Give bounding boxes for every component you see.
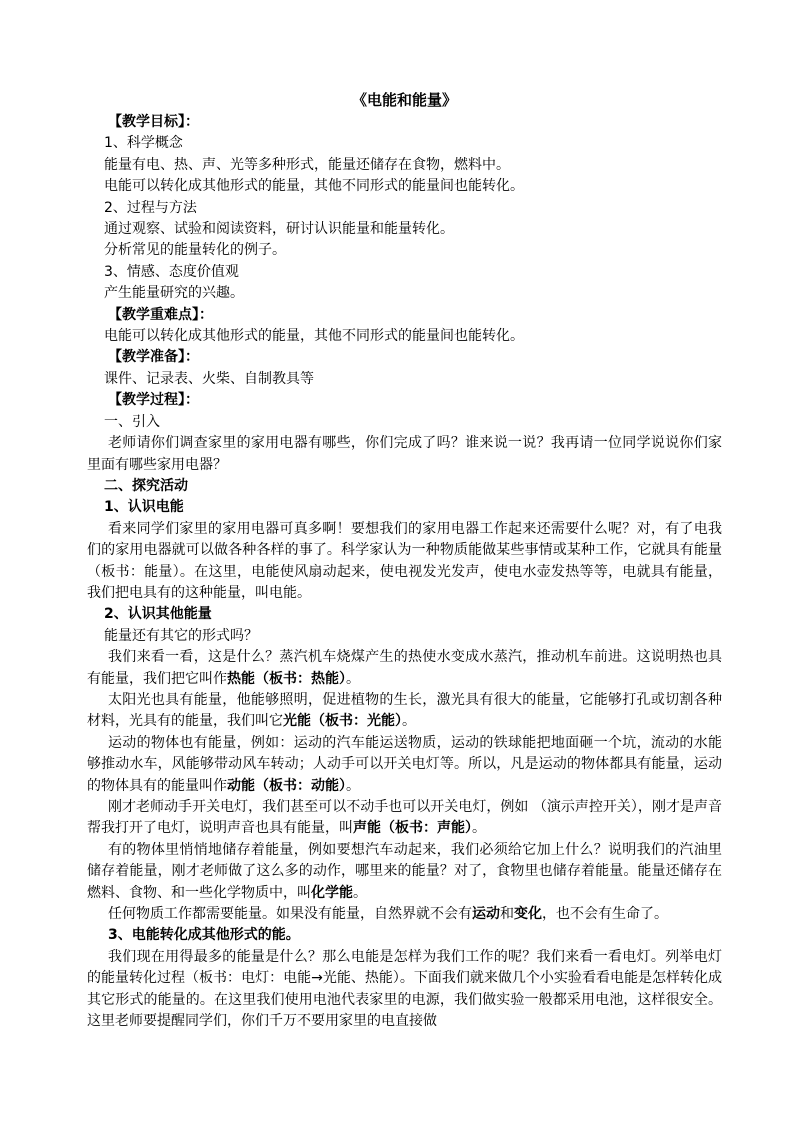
- goal-text: 通过观察、试验和阅读资料，研讨认识能量和能量转化。: [104, 221, 454, 238]
- goal-item: 3、情感、态度价值观: [104, 263, 239, 280]
- goal-text: 能量有电、热、声、光等多种形式，能量还储存在食物，燃料中。: [104, 156, 510, 173]
- subsection-energy-conversion: 3、电能转化成其他形式的能。: [108, 927, 300, 944]
- subsection-electric-energy: 1、认识电能: [104, 499, 184, 516]
- goal-text: 分析常见的能量转化的例子。: [104, 242, 286, 259]
- goal-text: 产生能量研究的兴趣。: [104, 285, 244, 302]
- document-body: [87, 90, 722, 1032]
- section-inquiry: 二、探究活动: [104, 477, 188, 494]
- heat-energy-paragraph: 我们来看一看，这是什么？蒸汽机车烧煤产生的热使水变成水蒸汽，推动机车前进。这说明热也具有能量，我们把它叫作热能（板书：热能）。: [87, 649, 722, 687]
- preparation-text: 课件、记录表、火柴、自制教具等: [104, 370, 314, 387]
- subsection-other-energy: 2、认识其他能量: [104, 606, 212, 623]
- section-intro: 一、引入: [104, 413, 160, 430]
- key-points-text: 电能可以转化成其他形式的能量，其他不同形式的能量间也能转化。: [104, 328, 524, 345]
- key-points-heading: 【教学重难点】：: [108, 306, 213, 323]
- electric-energy-paragraph: 看来同学们家里的家用电器可真多啊！要想我们的家用电器工作起来还需要什么呢？对，有了电我们的家用电器就可以做各种各样的事了。科学家认为一种物质能做某些事情或某种工作，它就具有能量（板书：能量）。在这里，电能使风扇动起来，使电视发光发声，使电水壶发热等等，电就具有能量，我们把电具有的这种能量，叫电能。: [87, 520, 722, 601]
- preparation-heading: 【教学准备】：: [108, 349, 199, 366]
- document-title: 《电能和能量》: [351, 91, 457, 109]
- teaching-goals-heading: 【教学目标】：: [108, 114, 199, 130]
- light-energy-paragraph: 太阳光也具有能量，他能够照明，促进植物的生长，激光具有很大的能量，它能够打孔或切割各种材料，光具有的能量，我们叫它光能（板书：光能）。: [87, 691, 722, 730]
- energy-conversion-paragraph: 我们现在用得最多的能量是什么？那么电能是怎样为我们工作的呢？我们来看一看电灯。列举电灯的能量转化过程（板书：电灯：电能→光能、热能）。下面我们就来做几个小实验看看电能是怎样转化成其它形式的能量的。在这里我们使用电池代表家里的电源，我们做实验一般都采用电池，这样很安全。这里老师要提醒同学们，你们千万不要用家里的电直接做: [87, 948, 722, 1030]
- sound-energy-paragraph: 刚才老师动手开关电灯，我们甚至可以不动手也可以开关电灯，例如 （演示声控开关），刚才是声音帮我打开了电灯，说明声音也具有能量，叫声能（板书：声能）。: [87, 799, 722, 837]
- intro-paragraph: 老师请你们调查家里的家用电器有哪些，你们完成了吗？谁来说一说？我再请一位同学说说你们家里面有哪些家用电器？: [87, 435, 722, 473]
- life-energy-paragraph: 任何物质工作都需要能量。如果没有能量，自然界就不会有运动和变化，也不会有生命了。: [108, 906, 668, 923]
- kinetic-energy-paragraph: 运动的物体也有能量，例如：运动的汽车能运送物质，运动的铁球能把地面砸一个坑，流动的水能够推动水车，风能够带动风车转动；人动手可以开关电灯等。所以，凡是运动的物体都具有能量，运动的物体具有的能量叫作动能（板书：动能）。: [87, 734, 722, 794]
- process-heading: 【教学过程】：: [108, 392, 199, 409]
- other-energy-question: 能量还有其它的形式吗？: [104, 627, 258, 644]
- goal-item: 1、科学概念: [104, 135, 183, 152]
- goal-text: 电能可以转化成其他形式的能量，其他不同形式的能量间也能转化。: [104, 178, 524, 195]
- goal-item: 2、过程与方法: [104, 199, 197, 216]
- chemical-energy-paragraph: 有的物体里悄悄地储存着能量，例如要想汽车动起来，我们必须给它加上什么？说明我们的汽油里储存着能量，刚才老师做了这么多的动作，哪里来的能量？对了，食物里也储存着能量。能量还储存在燃料、食物、和一些化学物质中，叫化学能。: [87, 841, 722, 901]
